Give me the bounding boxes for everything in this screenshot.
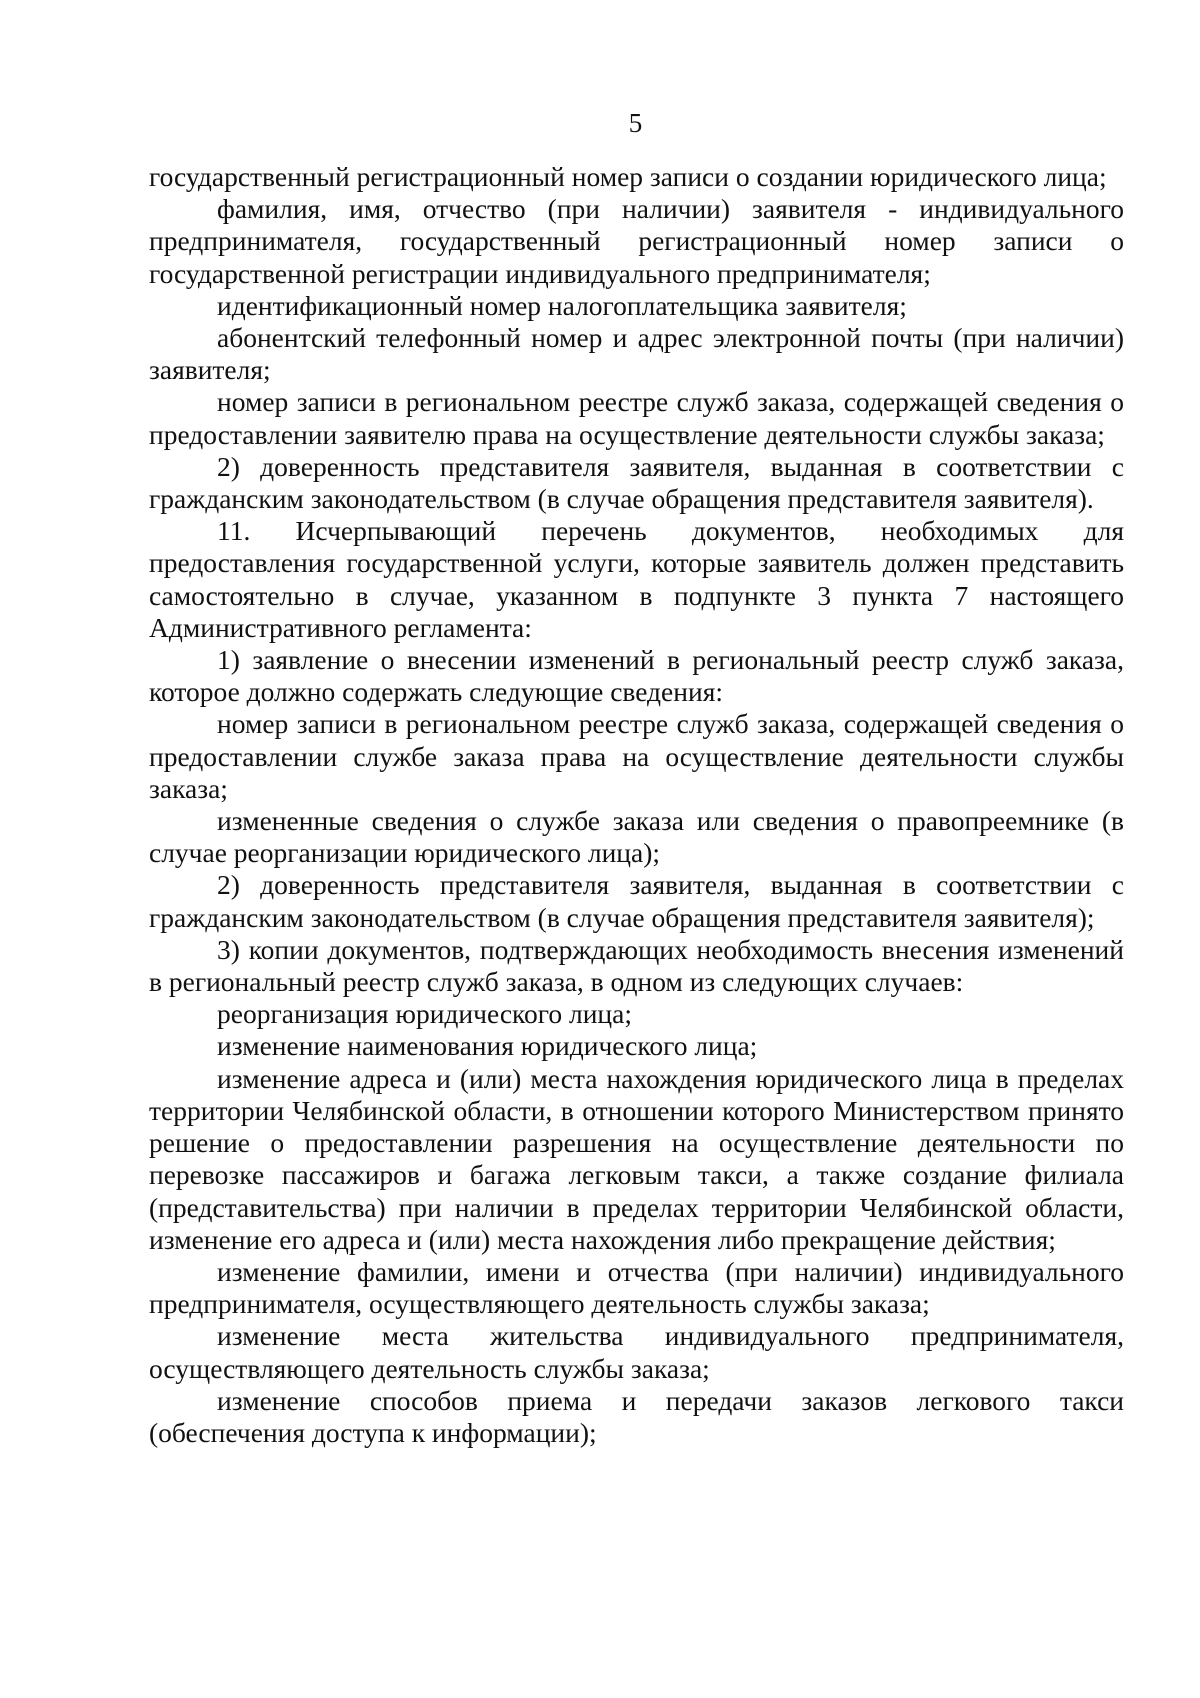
paragraph-inn: идентификационный номер налогоплательщика заявителя; xyxy=(217,289,907,321)
paragraph-address-change: изменение адреса и (или) места нахождения юридического лица в пределах территории Челябинской области, в отношении которого Министерством принято решение о предоставлении разрешения на осуществление деятельности по перевозке пассажиров и багажа легковым такси, а также создание филиала (представительства) при наличии в пределах территории Челябинской области, изменение его адреса и (или) места нахождения либо прекращение действия; xyxy=(149,1062,1124,1255)
paragraph-item-11: 11. Исчерпывающий перечень документов, необходимых для предоставления государственной услуги, которые заявитель должен представить самостоятельно в случае, указанном в подпункте 3 пункта 7 настоящего Административного регламента: xyxy=(149,515,1124,643)
paragraph-registry-record-service: номер записи в региональном реестре служб заказа, содержащей сведения о предоставлении службе заказа права на осуществление деятельности службы заказа; xyxy=(149,708,1124,804)
paragraph-ogrn: государственный регистрационный номер записи о создании юридического лица; xyxy=(149,161,1107,192)
paragraph-document-copies: 3) копии документов, подтверждающих необходимость внесения изменений в региональный реестр служб заказа, в одном из следующих случаев: xyxy=(149,933,1124,998)
paragraph-application-changes: 1) заявление о внесении изменений в региональный реестр служб заказа, которое должно содержать следующие сведения: xyxy=(149,644,1124,708)
document-body xyxy=(149,161,1124,1449)
paragraph-changed-info: измененные сведения о службе заказа или сведения о правопреемнике (в случае реорганизации юридического лица); xyxy=(149,805,1124,869)
paragraph-phone-email: абонентский телефонный номер и адрес электронной почты (при наличии) заявителя; xyxy=(149,322,1124,386)
paragraph-power-of-attorney-2: 2) доверенность представителя заявителя, выданная в соответствии с гражданским законодательством (в случае обращения представителя заявителя); xyxy=(149,869,1124,933)
paragraph-order-methods-change: изменение способов приема и передачи заказов легкового такси (обеспечения доступа к информации); xyxy=(149,1384,1124,1448)
paragraph-fio-change: изменение фамилии, имени и отчества (при наличии) индивидуального предпринимателя, осуществляющего деятельность службы заказа; xyxy=(149,1255,1124,1320)
paragraph-power-of-attorney: 2) доверенность представителя заявителя, выданная в соответствии с гражданским законодательством (в случае обращения представителя заявителя). xyxy=(149,450,1124,515)
page-number: 5 xyxy=(628,108,643,138)
paragraph-residence-change: изменение места жительства индивидуального предпринимателя, осуществляющего деятельность службы заказа; xyxy=(149,1320,1124,1384)
paragraph-registry-record: номер записи в региональном реестре служб заказа, содержащей сведения о предоставлении заявителю права на осуществление деятельности службы заказа; xyxy=(149,386,1124,450)
paragraph-fio-ip: фамилия, имя, отчество (при наличии) заявителя - индивидуального предпринимателя, государственный регистрационный номер записи о государственной регистрации индивидуального предпринимателя; xyxy=(149,193,1124,289)
paragraph-name-change: изменение наименования юридического лица; xyxy=(217,1030,758,1062)
paragraph-reorganization: реорганизация юридического лица; xyxy=(217,998,632,1030)
